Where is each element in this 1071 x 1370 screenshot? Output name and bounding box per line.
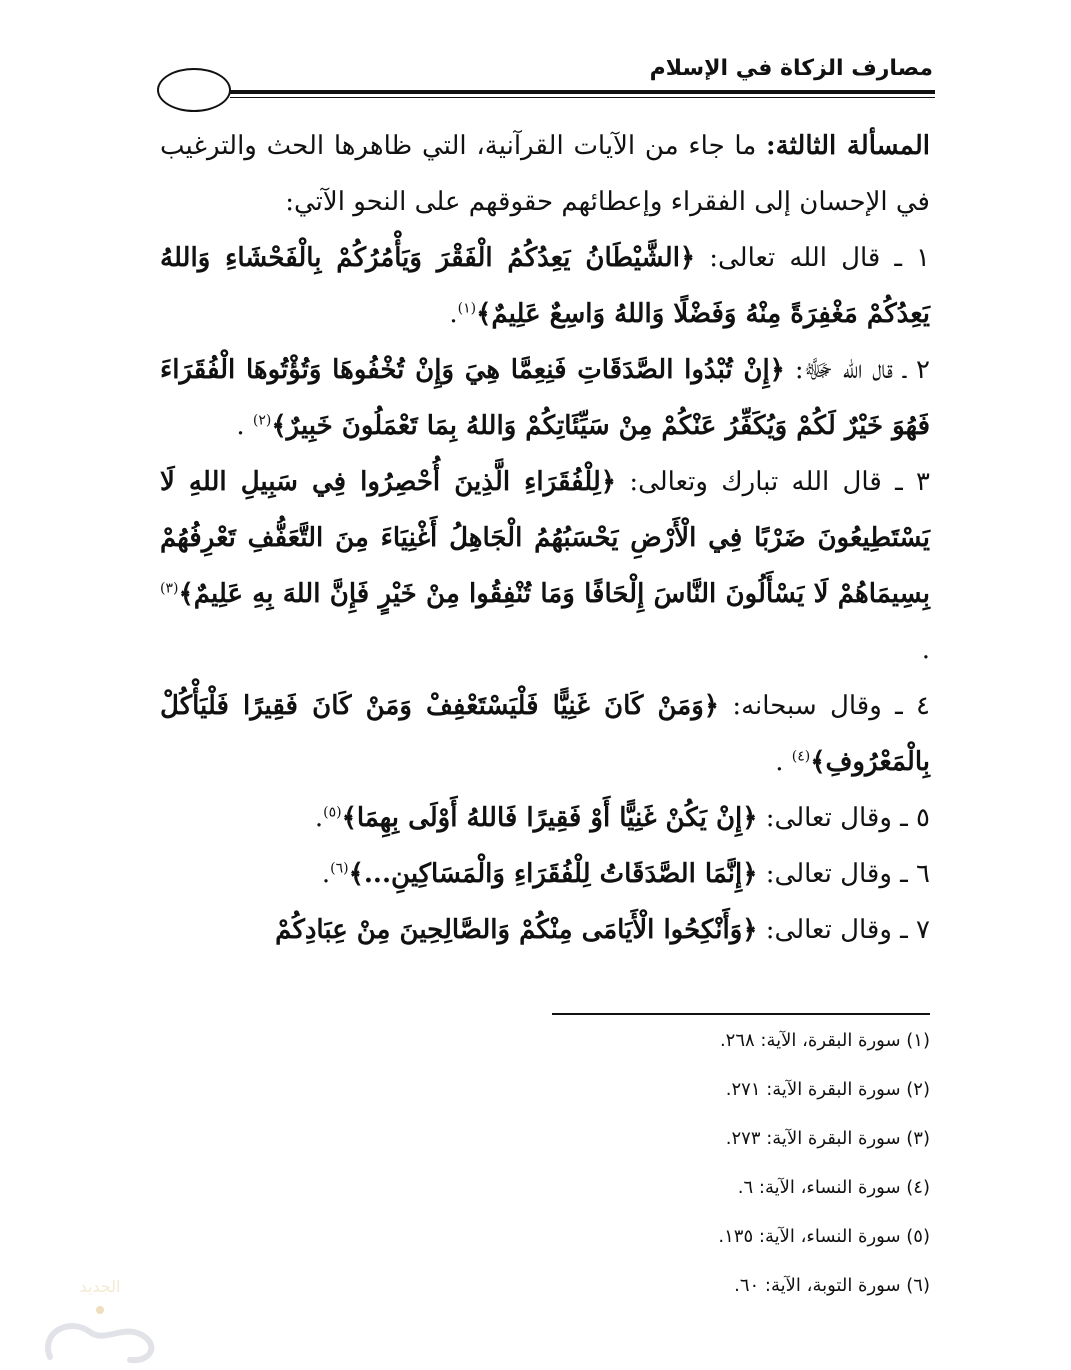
quran-verse: ﴿لِلْفُقَرَاءِ الَّذِينَ أُحْصِرُوا فِي سَبِيلِ اللهِ لَا يَسْتَطِيعُونَ ضَرْبًا فِي الْأَرْضِ يَحْسَبُهُمُ الْجَاهِلُ أَغْنِيَاءَ مِنَ التَّعَفُّفِ تَعْرِفُهُمْ بِسِيمَاهُمْ لَا يَسْأَلُونَ النَّاسَ إِلْحَافًا وَمَا تُنْفِقُوا مِنْ خَيْرٍ فَإِنَّ اللهَ بِهِ عَلِيمٌ﴾: [160, 467, 930, 609]
list-item: [160, 230, 930, 342]
footnote-ref[interactable]: (١): [457, 300, 477, 317]
footnote-ref[interactable]: (٣): [160, 580, 179, 597]
item-tail: .: [775, 747, 792, 777]
main-text: [160, 118, 930, 958]
item-tail: .: [921, 635, 930, 665]
item-tail: .: [236, 411, 253, 441]
footnote-ref[interactable]: (٥): [323, 804, 342, 821]
quran-verse: ﴿الشَّيْطَانُ يَعِدُكُمُ الْفَقْرَ وَيَأْمُرُكُمْ بِالْفَحْشَاءِ وَاللهُ يَعِدُكُمْ مَغْفِرَةً مِنْهُ وَفَضْلًا وَاللهُ وَاسِعٌ عَلِيمٌ﴾: [160, 243, 930, 329]
item-number: ٣: [916, 467, 930, 497]
footnote: (٦) سورة التوبة، الآية: ٦٠.: [734, 1275, 930, 1296]
footnote-divider: [552, 1013, 930, 1015]
footnote: (٤) سورة النساء، الآية: ٦.: [737, 1177, 930, 1198]
item-number: ٥: [916, 803, 930, 833]
intro-text: ما جاء من الآيات القرآنية، التي ظاهرها الحث والترغيب في الإحسان إلى الفقراء وإعطائهم حقوقهم على النحو الآتي:: [160, 131, 930, 217]
footnote: (٢) سورة البقرة الآية: ٢٧١.: [725, 1079, 930, 1100]
footnote-ref[interactable]: (٤): [791, 748, 811, 765]
footnote-ref[interactable]: (٢): [252, 412, 272, 429]
footnote: (٥) سورة النساء، الآية: ١٣٥.: [718, 1226, 930, 1247]
running-title: مصارف الزكاة في الإسلام: [649, 56, 933, 81]
item-lead: ـ قال الله ﷻ:: [784, 355, 917, 385]
item-number: ٦: [916, 859, 930, 889]
list-item: [160, 902, 930, 958]
item-tail: .: [321, 859, 331, 889]
header-rule: [230, 90, 935, 94]
item-number: ٤: [916, 691, 930, 721]
watermark-dot: [96, 1306, 104, 1314]
quran-verse: ﴿إِنْ يَكُنْ غَنِيًّا أَوْ فَقِيرًا فَاللهُ أَوْلَى بِهِمَا﴾: [341, 803, 758, 833]
quran-verse: ﴿وَمَنْ كَانَ غَنِيًّا فَلْيَسْتَعْفِفْ وَمَنْ كَانَ فَقِيرًا فَلْيَأْكُلْ بِالْمَعْرُوفِ﴾: [160, 691, 930, 777]
quran-verse: ﴿إِنْ تُبْدُوا الصَّدَقَاتِ فَنِعِمَّا هِيَ وَإِنْ تُخْفُوهَا وَتُؤْتُوهَا الْفُقَرَاءَ فَهُوَ خَيْرٌ لَكُمْ وَيُكَفِّرُ عَنْكُمْ مِنْ سَيِّئَاتِكُمْ وَاللهُ بِمَا تَعْمَلُونَ خَبِيرٌ﴾: [160, 355, 930, 441]
item-lead: ـ وقال تعالى:: [757, 859, 917, 889]
list-item: [160, 454, 930, 678]
item-tail: .: [449, 299, 458, 329]
item-lead: ـ وقال تعالى:: [757, 803, 917, 833]
item-lead: ـ وقال سبحانه:: [719, 691, 917, 721]
list-item: [160, 678, 930, 790]
list-item: [160, 846, 930, 902]
watermark-logo: [30, 1262, 165, 1367]
list-item: [160, 342, 930, 454]
item-number: ٢: [916, 355, 930, 385]
item-number: ١: [916, 243, 930, 273]
item-lead: ـ وقال تعالى:: [757, 915, 917, 945]
footnote-ref[interactable]: (٦): [330, 860, 349, 877]
list-item: [160, 790, 930, 846]
quran-verse: ﴿وَأَنْكِحُوا الْأَيَامَى مِنْكُمْ وَالصَّالِحِينَ مِنْ عِبَادِكُمْ: [275, 915, 758, 945]
quran-verse: ﴿إِنَّمَا الصَّدَقَاتُ لِلْفُقَرَاءِ وَالْمَسَاكِينِ...﴾: [348, 859, 758, 889]
watermark-text: الجديد: [79, 1277, 121, 1296]
item-number: ٧: [916, 915, 930, 945]
footnote: (١) سورة البقرة، الآية: ٢٦٨.: [719, 1030, 930, 1051]
item-lead: ـ قال الله تعالى:: [695, 243, 917, 273]
intro-paragraph: [160, 118, 930, 230]
item-lead: ـ قال الله تبارك وتعالى:: [616, 467, 917, 497]
footnote: (٣) سورة البقرة الآية: ٢٧٣.: [725, 1128, 930, 1149]
page-number-oval: [157, 68, 231, 112]
section-label: المسألة الثالثة:: [766, 131, 930, 161]
watermark-swirl: [48, 1326, 151, 1360]
header-rule-thin: [230, 97, 935, 98]
item-tail: .: [314, 803, 324, 833]
footnotes: [330, 1022, 930, 1316]
